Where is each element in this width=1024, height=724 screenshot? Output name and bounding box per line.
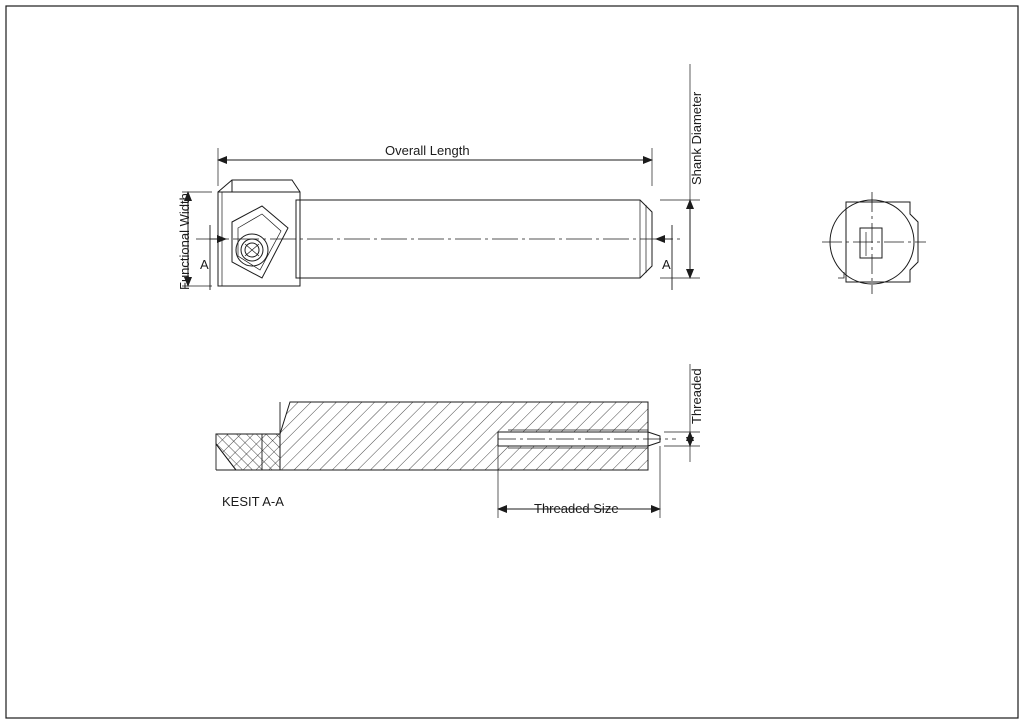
end-view-geometry	[822, 192, 926, 294]
section-view-geometry	[216, 402, 676, 470]
shank-diameter-label: Shank Diameter	[689, 91, 704, 185]
side-view-geometry	[196, 180, 680, 286]
section-view-label: KESIT A-A	[222, 494, 284, 509]
overall-length-label: Overall Length	[385, 143, 470, 158]
functional-width-label: Functional Width	[177, 193, 192, 290]
threaded-label: Threaded	[689, 368, 704, 424]
insert-geometry	[232, 206, 288, 278]
section-mark-left-label: A	[200, 257, 209, 272]
threaded-size-label: Threaded Size	[534, 501, 619, 516]
section-mark-right-label: A	[662, 257, 671, 272]
sheet-border	[6, 6, 1018, 718]
